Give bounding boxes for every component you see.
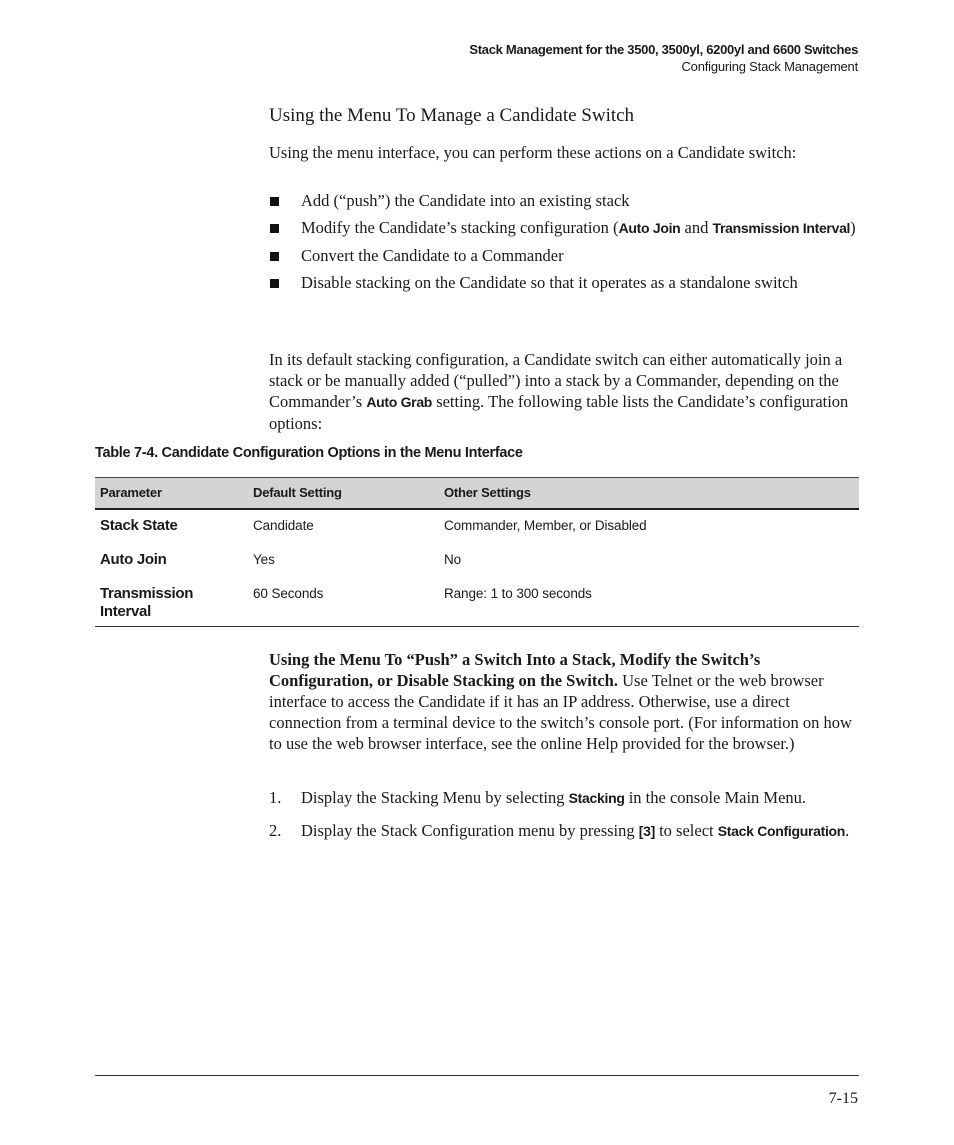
other-cell: No: [444, 552, 462, 567]
step-text: in the console Main Menu.: [624, 788, 807, 807]
section-heading-block: [269, 104, 859, 128]
list-item: [269, 245, 859, 266]
default-cell: Candidate: [253, 518, 314, 533]
footer-rule: [95, 1075, 859, 1076]
other-cell: Commander, Member, or Disabled: [444, 518, 647, 533]
section-heading: Using the Menu To Manage a Candidate Switch: [269, 105, 635, 126]
parameter-cell: Stack State: [100, 517, 178, 534]
list-item: [269, 820, 859, 842]
step-text: Display the Stacking Menu by selecting: [301, 788, 569, 807]
column-header: Default Setting: [253, 485, 342, 500]
list-item: [269, 217, 859, 239]
bullet-text: Convert the Candidate to a Commander: [301, 246, 564, 265]
parameter-cell: Transmission Interval: [100, 585, 194, 620]
list-item: [269, 787, 859, 809]
column-header: Parameter: [100, 485, 162, 500]
bullet-text: ): [850, 218, 856, 237]
steps-list: [269, 787, 859, 853]
bullet-text: and: [680, 218, 713, 237]
step-text: .: [845, 821, 850, 840]
default-cell: Yes: [253, 552, 275, 567]
step-text: Display the Stack Configuration menu by pressing: [301, 821, 639, 840]
push-lead: Using the Menu To “Push” a Switch Into a Stack, Modify the Switch’s Configuration, or Disable Stacking on the Switch.: [269, 650, 761, 690]
push-text: Use Telnet or the web browser interface to access the Candidate if it has an IP address. Otherwise, use a direct connection from a terminal device to the switch’s console port. (For information on how to use the web browser interface, see the online Help provided for the browser.): [269, 671, 852, 753]
list-item: [269, 272, 859, 293]
table-header-row: [95, 477, 859, 510]
bullet-text: Disable stacking on the Candidate so that it operates as a standalone switch: [301, 273, 798, 292]
parameter-cell: Auto Join: [100, 551, 167, 568]
command-auto-grab: Auto Grab: [366, 394, 433, 410]
page-number: 7-15: [828, 1090, 858, 1107]
command-transmission-interval: Transmission Interval: [712, 220, 851, 236]
bullet-text: Modify the Candidate’s stacking configuration (: [301, 218, 619, 237]
header-subtitle: Configuring Stack Management: [681, 59, 858, 74]
command-stacking: Stacking: [568, 790, 625, 806]
default-cell: 60 Seconds: [253, 586, 324, 601]
push-paragraph: [269, 649, 859, 754]
command-auto-join: Auto Join: [618, 220, 681, 236]
paragraph-text: In its default stacking configuration, a Candidate switch can either automatically join a stack or be manually added (“pulled”) into a stack by a Commander, depending on the Commander’s: [269, 350, 843, 411]
paragraph-text: setting. The following table lists the Candidate’s configuration options:: [269, 392, 849, 433]
other-cell: Range: 1 to 300 seconds: [444, 586, 592, 601]
column-header: Other Settings: [444, 485, 531, 500]
step-number: 1.: [269, 788, 282, 807]
table-caption: Table 7-4. Candidate Configuration Options in the Menu Interface: [95, 445, 523, 461]
candidate-options-table: [95, 477, 859, 620]
intro-paragraph: Using the menu interface, you can perform these actions on a Candidate switch:: [269, 143, 797, 162]
step-number: 2.: [269, 821, 282, 840]
default-config-paragraph: [269, 349, 859, 434]
key-3: [3]: [638, 823, 655, 839]
action-list: [269, 190, 859, 299]
running-header: [469, 41, 858, 75]
table-bottom-rule: [95, 626, 859, 627]
bullet-text: Add (“push”) the Candidate into an existing stack: [301, 191, 630, 210]
command-stack-configuration: Stack Configuration: [717, 823, 846, 839]
step-text: to select: [654, 821, 718, 840]
list-item: [269, 190, 859, 211]
header-title: Stack Management for the 3500, 3500yl, 6200yl and 6600 Switches: [469, 42, 858, 57]
